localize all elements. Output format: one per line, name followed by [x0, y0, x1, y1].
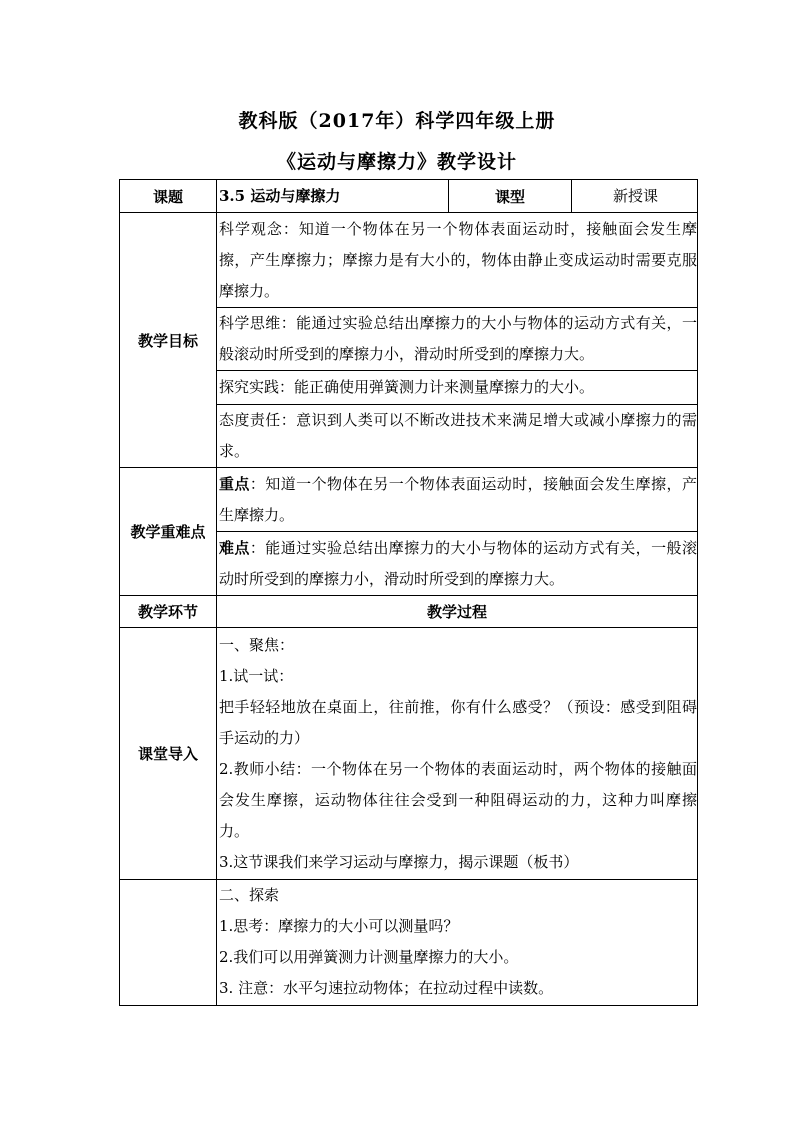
difficult-point-text: ：能通过实验总结出摩擦力的大小与物体的运动方式有关，一般滚动时所受到的摩擦力小，滑动时所受到的摩擦力大。 — [219, 538, 697, 588]
intro-line: 一、聚焦： — [219, 635, 295, 654]
difficult-point-cell — [217, 532, 698, 596]
intro-line: 3.这节课我们来学习运动与摩擦力，揭示课题（板书） — [219, 852, 579, 871]
objective-attitude-responsibility: 态度责任：意识到人类可以不断改进技术来满足增大或减小摩擦力的需求。 — [217, 405, 698, 468]
topic-value: 3.5 运动与摩擦力 — [217, 180, 449, 213]
objective-science-concept: 科学观念：知道一个物体在另一个物体表面运动时，接触面会发生摩擦，产生摩擦力；摩擦力是有大小的，物体由静止变成运动时需要克服摩擦力。 — [217, 213, 698, 308]
difficult-point-label: 难点 — [219, 538, 250, 557]
intro-row — [120, 628, 698, 880]
explore-line: 3. 注意：水平匀速拉动物体；在拉动过程中读数。 — [219, 979, 554, 997]
stage-header: 教学环节 — [120, 596, 217, 628]
intro-line: 2.教师小结：一个物体在另一个物体的表面运动时，两个物体的接触面会发生摩擦，运动物体往往会受到一种阻碍运动的力，这种力叫摩擦力。 — [219, 759, 697, 840]
intro-line: 1.试一试： — [219, 666, 294, 685]
key-point-cell — [217, 468, 698, 532]
intro-label: 课堂导入 — [120, 628, 217, 880]
key-point-label: 重点 — [219, 474, 250, 493]
objective-inquiry-practice: 探究实践：能正确使用弹簧测力计来测量摩擦力的大小。 — [217, 371, 698, 405]
type-label: 课型 — [449, 180, 572, 213]
explore-label — [120, 880, 217, 1006]
key-points-label: 教学重难点 — [120, 468, 217, 596]
type-value: 新授课 — [572, 180, 698, 213]
explore-row — [120, 880, 698, 1006]
intro-line: 把手轻轻地放在桌面上，往前推，你有什么感受？（预设：感受到阻碍手运动的力） — [219, 697, 697, 747]
document-title-line-1: 教科版（2017年）科学四年级上册 — [238, 110, 556, 132]
topic-row — [120, 180, 698, 213]
explore-line: 2.我们可以用弹簧测力计测量摩擦力的大小。 — [219, 948, 519, 966]
objectives-row-1 — [120, 213, 698, 308]
document-title-line-2: 《运动与摩擦力》教学设计 — [276, 151, 517, 173]
explore-line: 1.思考：摩擦力的大小可以测量吗？ — [219, 917, 459, 935]
objective-science-thinking: 科学思维：能通过实验总结出摩擦力的大小与物体的运动方式有关，一般滚动时所受到的摩擦力小，滑动时所受到的摩擦力大。 — [217, 308, 698, 371]
explore-line: 二、探索 — [219, 886, 280, 904]
intro-content — [217, 628, 698, 880]
explore-content — [217, 880, 698, 1006]
process-header-row — [120, 596, 698, 628]
key-point-text: ：知道一个物体在另一个物体表面运动时，接触面会发生摩擦，产生摩擦力。 — [219, 474, 697, 524]
key-points-row-1 — [120, 468, 698, 532]
process-header: 教学过程 — [217, 596, 698, 628]
lesson-plan-table — [119, 179, 698, 1006]
topic-label: 课题 — [120, 180, 217, 213]
objectives-label: 教学目标 — [120, 213, 217, 468]
